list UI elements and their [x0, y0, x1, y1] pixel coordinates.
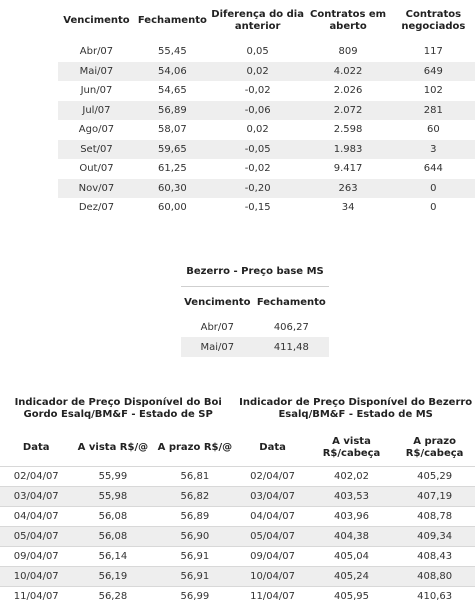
ind-col-data-right: Data — [236, 430, 308, 467]
table-cell: 02/04/07 — [236, 467, 308, 487]
table-cell: Jul/07 — [58, 101, 135, 121]
table-cell: 55,99 — [72, 467, 153, 487]
table-cell: 56,91 — [153, 567, 236, 587]
table-cell: 649 — [391, 62, 475, 82]
table-cell: 54,65 — [135, 81, 210, 101]
table-cell: 0 — [391, 198, 475, 218]
table-cell: 60,00 — [135, 198, 210, 218]
table-cell: 56,08 — [72, 527, 153, 547]
table-cell: 4.022 — [305, 62, 390, 82]
table-row — [58, 81, 475, 101]
indicators-body — [0, 467, 475, 606]
table-cell: 56,91 — [153, 547, 236, 567]
table-cell: 56,81 — [153, 467, 236, 487]
table-cell: 405,04 — [309, 547, 394, 567]
table-cell: 58,07 — [135, 120, 210, 140]
table-cell: 406,27 — [254, 317, 329, 337]
table-cell: 04/04/07 — [0, 507, 72, 527]
col-vencimento: Vencimento — [58, 0, 135, 42]
table-cell: 60 — [391, 120, 475, 140]
indicator-bezerro-title: Indicador de Preço Disponível do Bezerro Esalq/BM&F - Estado de MS — [236, 388, 475, 430]
bezerro-body — [181, 317, 329, 357]
ind-col-avista-left: A vista R$/@ — [72, 430, 153, 467]
table-cell: 11/04/07 — [0, 587, 72, 606]
table-cell: 408,80 — [394, 567, 475, 587]
table-cell: 56,08 — [72, 507, 153, 527]
table-row — [58, 42, 475, 62]
table-row — [58, 101, 475, 121]
table-cell: 263 — [305, 179, 390, 199]
table-cell: 408,43 — [394, 547, 475, 567]
table-cell: Abr/07 — [58, 42, 135, 62]
table-cell: 09/04/07 — [0, 547, 72, 567]
table-row — [0, 567, 475, 587]
table-cell: 05/04/07 — [236, 527, 308, 547]
table-row — [0, 587, 475, 606]
table-cell: Abr/07 — [181, 317, 254, 337]
col-fechamento: Fechamento — [135, 0, 210, 42]
table-cell: -0,06 — [210, 101, 306, 121]
table-cell: 2.072 — [305, 101, 390, 121]
table-cell: 03/04/07 — [0, 487, 72, 507]
futures-header-row — [58, 0, 475, 42]
table-cell: 9.417 — [305, 159, 390, 179]
table-cell: -0,02 — [210, 159, 306, 179]
table-cell: 102 — [391, 81, 475, 101]
table-cell: 407,19 — [394, 487, 475, 507]
bezerro-col-vencimento: Vencimento — [181, 287, 254, 318]
table-cell: 0,05 — [210, 42, 306, 62]
col-contratos-negociados: Contratos negociados — [391, 0, 475, 42]
table-cell: Mai/07 — [58, 62, 135, 82]
table-cell: 3 — [391, 140, 475, 160]
table-row — [0, 527, 475, 547]
table-cell: 117 — [391, 42, 475, 62]
table-cell: 56,89 — [135, 101, 210, 121]
table-cell: Out/07 — [58, 159, 135, 179]
table-cell: 56,82 — [153, 487, 236, 507]
bezerro-table — [181, 256, 329, 357]
table-cell: 403,96 — [309, 507, 394, 527]
indicators-table — [0, 388, 475, 606]
table-cell: Jun/07 — [58, 81, 135, 101]
table-row — [58, 198, 475, 218]
table-cell: 56,89 — [153, 507, 236, 527]
indicator-boi-title: Indicador de Preço Disponível do Boi Gordo Esalq/BM&F - Estado de SP — [0, 388, 236, 430]
bezerro-title: Bezerro - Preço base MS — [181, 256, 329, 287]
table-cell: Dez/07 — [58, 198, 135, 218]
ind-col-avista-right: A vista R$/cabeça — [309, 430, 394, 467]
futures-body — [58, 42, 475, 218]
bezerro-col-fechamento: Fechamento — [254, 287, 329, 318]
table-row — [58, 179, 475, 199]
table-row — [0, 507, 475, 527]
ind-col-aprazo-right: A prazo R$/cabeça — [394, 430, 475, 467]
table-cell: Nov/07 — [58, 179, 135, 199]
table-cell: 60,30 — [135, 179, 210, 199]
table-cell: Ago/07 — [58, 120, 135, 140]
table-cell: 0,02 — [210, 62, 306, 82]
table-cell: 402,02 — [309, 467, 394, 487]
table-cell: 59,65 — [135, 140, 210, 160]
table-cell: Set/07 — [58, 140, 135, 160]
table-cell: 02/04/07 — [0, 467, 72, 487]
table-cell: 04/04/07 — [236, 507, 308, 527]
table-cell: 03/04/07 — [236, 487, 308, 507]
table-cell: 408,78 — [394, 507, 475, 527]
table-cell: 56,28 — [72, 587, 153, 606]
table-cell: 55,45 — [135, 42, 210, 62]
table-cell: -0,20 — [210, 179, 306, 199]
table-cell: 1.983 — [305, 140, 390, 160]
col-diferenca: Diferença do dia anterior — [210, 0, 306, 42]
table-cell: 54,06 — [135, 62, 210, 82]
table-cell: 405,95 — [309, 587, 394, 606]
table-row — [181, 337, 329, 357]
ind-col-data-left: Data — [0, 430, 72, 467]
table-cell: 05/04/07 — [0, 527, 72, 547]
table-cell: 410,63 — [394, 587, 475, 606]
table-cell: 409,34 — [394, 527, 475, 547]
table-cell: 10/04/07 — [0, 567, 72, 587]
table-cell: 56,99 — [153, 587, 236, 606]
ind-col-aprazo-left: A prazo R$/@ — [153, 430, 236, 467]
futures-table — [58, 0, 475, 218]
table-cell: 644 — [391, 159, 475, 179]
table-cell: -0,02 — [210, 81, 306, 101]
table-row — [0, 547, 475, 567]
table-cell: 404,38 — [309, 527, 394, 547]
table-row — [58, 120, 475, 140]
table-cell: 10/04/07 — [236, 567, 308, 587]
table-cell: 405,29 — [394, 467, 475, 487]
table-cell: 2.026 — [305, 81, 390, 101]
table-row — [58, 140, 475, 160]
table-cell: -0,15 — [210, 198, 306, 218]
table-cell: 55,98 — [72, 487, 153, 507]
table-cell: 405,24 — [309, 567, 394, 587]
table-cell: 11/04/07 — [236, 587, 308, 606]
table-cell: 0,02 — [210, 120, 306, 140]
table-row — [58, 62, 475, 82]
table-cell: 56,14 — [72, 547, 153, 567]
table-row — [58, 159, 475, 179]
table-cell: 56,19 — [72, 567, 153, 587]
table-row — [181, 317, 329, 337]
table-cell: 0 — [391, 179, 475, 199]
table-row — [0, 467, 475, 487]
table-row — [0, 487, 475, 507]
table-cell: 2.598 — [305, 120, 390, 140]
table-cell: 281 — [391, 101, 475, 121]
table-cell: Mai/07 — [181, 337, 254, 357]
table-cell: 403,53 — [309, 487, 394, 507]
table-cell: 809 — [305, 42, 390, 62]
table-cell: 09/04/07 — [236, 547, 308, 567]
table-cell: 411,48 — [254, 337, 329, 357]
table-cell: 61,25 — [135, 159, 210, 179]
table-cell: 34 — [305, 198, 390, 218]
table-cell: 56,90 — [153, 527, 236, 547]
col-contratos-aberto: Contratos em aberto — [305, 0, 390, 42]
table-cell: -0,05 — [210, 140, 306, 160]
